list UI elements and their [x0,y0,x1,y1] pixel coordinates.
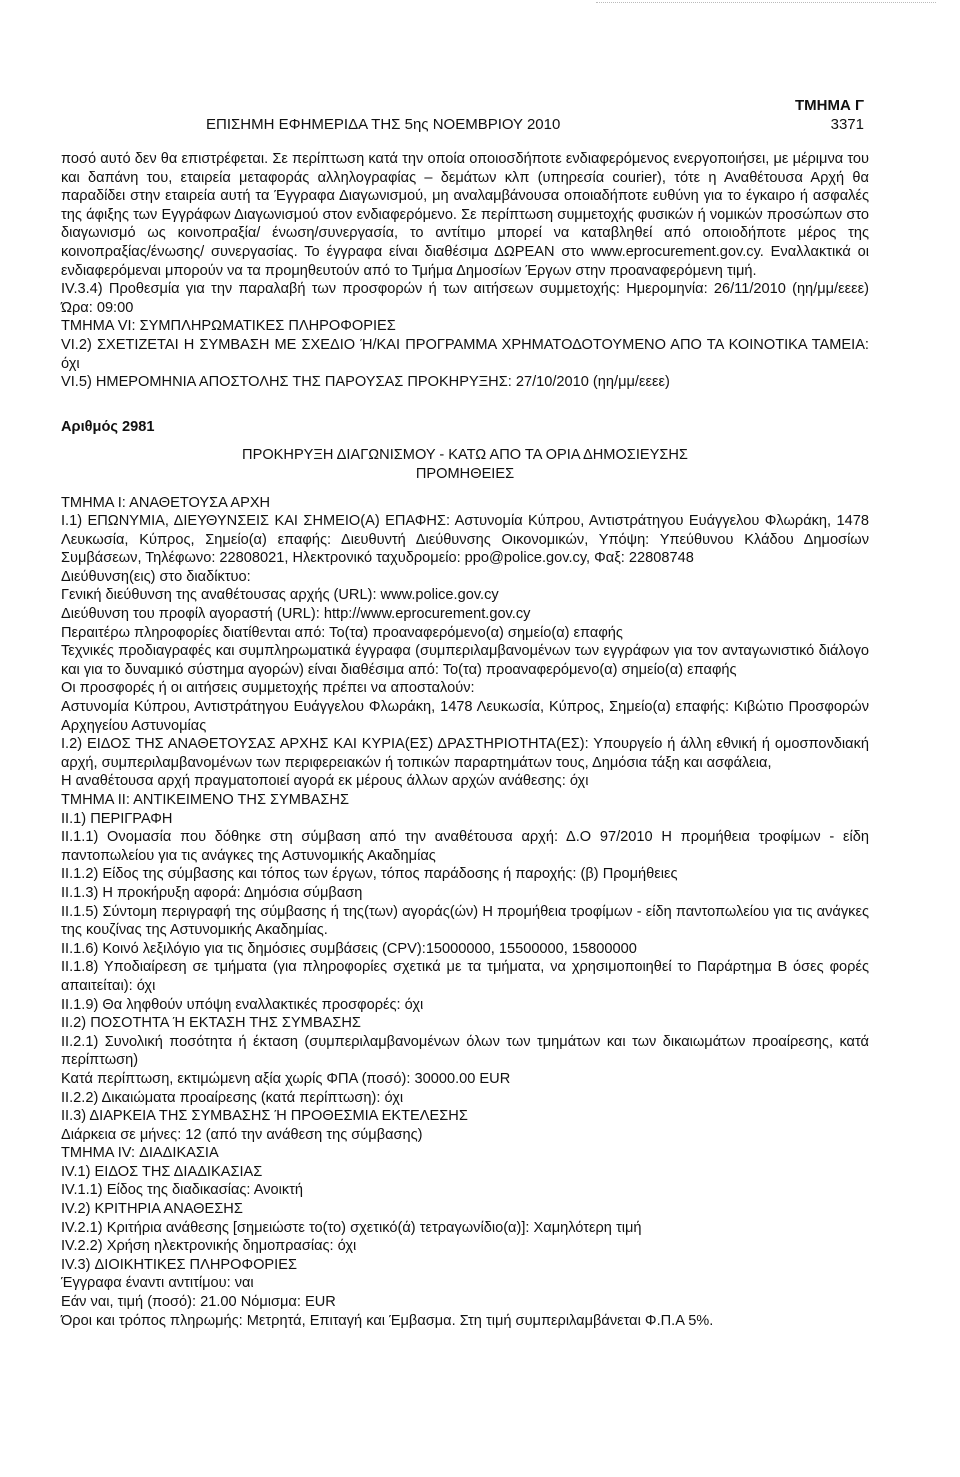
notice-line: Διεύθυνση(εις) στο διαδίκτυο: [61,568,251,585]
notice-line: ΤΜΗΜΑ Ι: ΑΝΑΘΕΤΟΥΣΑ ΑΡΧΗ [61,494,271,511]
notice-line: ΙΙ.2.1) Συνολική ποσότητα ή έκταση (συμπεριλαμβανομένων όλων των τμημάτων και των δικαιωμάτων προαίρεσης, κατά περίπτωση) [61,1033,869,1069]
notice-content [61,494,869,1331]
notice-line: IV.1.1) Είδος της διαδικασίας: Ανοικτή [61,1182,304,1199]
notice-line: ΙΙ.1.6) Κοινό λεξιλόγιο για τις δημόσιες συμβάσεις (CPV):15000000, 15500000, 15800000 [61,940,637,957]
document-body [61,150,869,1330]
notice-title [61,446,869,483]
notice-line: ΙΙ.1.1) Ονομασία που δόθηκε στη σύμβαση από την αναθέτουσα αρχή: Δ.Ο 97/2010 Η προμήθεια τροφίμων - είδη παντοπωλείου για τις ανάγκες της Αστυνομικής Ακαδημίας [61,829,869,864]
notice-line: ΙΙ.2) ΠΟΣΟΤΗΤΑ Ή ΕΚΤΑΣΗ ΤΗΣ ΣΥΜΒΑΣΗΣ [61,1015,361,1032]
notice-line: ΙΙ.1.3) Η προκήρυξη αφορά: Δημόσια σύμβαση [61,884,363,901]
notice-line: Έγγραφα έναντι αντιτίμου: ναι [61,1275,254,1292]
notice-line: ΤΜΗΜΑ IV: ΔΙΑΔΙΚΑΣΙΑ [61,1145,219,1162]
notice-title-line-1: ΠΡΟΚΗΡΥΞΗ ΔΙΑΓΩΝΙΣΜΟΥ - ΚΑΤΩ ΑΠΟ ΤΑ ΟΡΙΑ ΔΗΜΟΣΙΕΥΣΗΣ [242,447,688,464]
notice-line: IV.3) ΔΙΟΙΚΗΤΙΚΕΣ ΠΛΗΡΟΦΟΡΙΕΣ [61,1256,297,1273]
notice-line: Όροι και τρόπος πληρωμής: Μετρητά, Επιταγή και Έμβασμα. Στη τιμή συμπεριλαμβάνεται Φ.Π.Α 5%. [61,1312,714,1329]
notice-line: Διεύθυνση του προφίλ αγοραστή (URL): http://www.eprocurement.gov.cy [61,606,531,623]
notice-line: Ι.1) ΕΠΩΝΥΜΙΑ, ΔΙΕΥΘΥΝΣΕΙΣ ΚΑΙ ΣΗΜΕΙΟ(Α) ΕΠΑΦΗΣ: Αστυνομία Κύπρου, Αντιστράτηγου Ευάγγελου Φλωράκη, 1478 Λευκωσία, Κύπρος, Σημείο(α) επαφής: Διευθυντή Διεύθυνσης Οικονομικών, Υπόψη: Υπεύθυνου Κλάδου Δημοσίων Συμβάσεων, Τηλέφωνο: 22808021, Ηλεκτρονικό ταχυδρομείο: ppo@police.gov.cy, Φαξ: 22808748 [61,513,869,567]
notice-line: IV.2.1) Κριτήρια ανάθεσης [σημειώστε το(το) σχετικό(ά) τετραγωνίδιο(α)]: Χαμηλότερη τιμή [61,1219,642,1236]
notice-line: ΙΙ.1.2) Είδος της σύμβασης και τόπος των έργων, τόπος παράδοσης ή παροχής: (β) Προμήθειες [61,866,678,883]
prev-notice-deadline: IV.3.4) Προθεσμία για την παραλαβή των προσφορών ή των αιτήσεων συμμετοχής: Ημερομηνία: 26/11/2010 (ηη/μμ/εεεε) Ώρα: 09:00 [61,281,869,316]
notice-line: ΙΙ.2.2) Δικαιώματα προαίρεσης (κατά περίπτωση): όχι [61,1089,404,1106]
prev-notice-vi2: VI.2) ΣΧΕΤΙΖΕΤΑΙ Η ΣΥΜΒΑΣΗ ΜΕ ΣΧΕΔΙΟ Ή/ΚΑΙ ΠΡΟΓΡΑΜΜΑ ΧΡΗΜΑΤΟΔΟΤΟΥΜΕΝΟ ΑΠΟ ΤΑ ΚΟΙΝΟΤΙΚΑ ΤΑΜΕΙΑ: όχι [61,336,869,372]
notice-line: ΙΙ.1.5) Σύντομη περιγραφή της σύμβασης ή της(των) αγοράς(ών) Η προμήθεια τροφίμων - είδη παντοπωλείου για τις ανάγκες της κουζίνας της Αστυνομικής Ακαδημίας. [61,903,869,939]
notice-number: Αριθμός 2981 [61,418,155,435]
notice-line: ΤΜΗΜΑ ΙΙ: ΑΝΤΙΚΕΙΜΕΝΟ ΤΗΣ ΣΥΜΒΑΣΗΣ [61,792,349,808]
notice-line: Διάρκεια σε μήνες: 12 (από την ανάθεση της σύμβασης) [61,1126,423,1143]
section-label: ΤΜΗΜΑ Γ [794,97,864,114]
notice-line: Τεχνικές προδιαγραφές και συμπληρωματικά έγγραφα (συμπεριλαμβανομένων των εγγράφων για τον ανταγωνιστικό διάλογο και για το δυναμικό σύστημα αγορών) είναι διαθέσιμα από: Το(τα) προαναφερόμενο(α) σημείο(α) επαφής [61,643,869,678]
page-number: 3371 [830,116,864,133]
notice-line: IV.1) ΕΙΔΟΣ ΤΗΣ ΔΙΑΔΙΚΑΣΙΑΣ [61,1163,263,1180]
notice-line: ΙΙ.1.8) Υποδιαίρεση σε τμήματα (για πληροφορίες σχετικά με τα τμήματα, να χρησιμοποιηθεί το Παράρτημα Β όσες φορές απαιτείται): όχι [61,959,869,994]
notice-line: ΙΙ.1.9) Θα ληφθούν υπόψη εναλλακτικές προσφορές: όχι [61,996,424,1013]
gazette-title: ΕΠΙΣΗΜΗ ΕΦΗΜΕΡΙΔΑ ΤΗΣ 5ης ΝΟΕΜΒΡΙΟΥ 2010 [206,116,561,133]
prev-notice-vi5: VI.5) ΗΜΕΡΟΜΗΝΙΑ ΑΠΟΣΤΟΛΗΣ ΤΗΣ ΠΑΡΟΥΣΑΣ ΠΡΟΚΗΡΥΞΗΣ: 27/10/2010 (ηη/μμ/εεεε) [61,374,670,391]
notice-line: Ι.2) ΕΙΔΟΣ ΤΗΣ ΑΝΑΘΕΤΟΥΣΑΣ ΑΡΧΗΣ ΚΑΙ ΚΥΡΙΑ(ΕΣ) ΔΡΑΣΤΗΡΙΟΤΗΤΑ(ΕΣ): Υπουργείο ή άλλη εθνική ή ομοσπονδιακή αρχή, συμπεριλαμβανομένων των περιφερειακών ή τοπικών παραρτημάτων τους, Δημόσια τάξη και ασφάλεια, [61,736,869,771]
notice-line: Εάν ναι, τιμή (ποσό): 21.00 Νόμισμα: EUR [61,1294,336,1311]
notice-line: IV.2) ΚΡΙΤΗΡΙΑ ΑΝΑΘΕΣΗΣ [61,1201,243,1218]
notice-line: Η αναθέτουσα αρχή πραγματοποιεί αγορά εκ μέρους άλλων αρχών ανάθεσης: όχι [61,773,589,790]
notice-title-line-2: ΠΡΟΜΗΘΕΙΕΣ [415,465,515,482]
scan-artifact-strip [596,2,936,6]
notice-line: Οι προσφορές ή οι αιτήσεις συμμετοχής πρέπει να αποσταλούν: [61,680,475,697]
notice-line: Αστυνομία Κύπρου, Αντιστράτηγου Ευάγγελου Φλωράκη, 1478 Λευκωσία, Κύπρος, Σημείο(α) επαφής: Κιβώτιο Προσφορών Αρχηγείου Αστυνομίας [61,699,869,734]
page-header [206,116,864,133]
notice-line: Γενική διεύθυνση της αναθέτουσας αρχής (URL): www.police.gov.cy [61,587,499,604]
prev-notice-paragraph-1: ποσό αυτό δεν θα επιστρέφεται. Σε περίπτωση κατά την οποία οποιοσδήποτε ενδιαφερόμενος ενεργοποιήσει, με μέριμνα του και δαπάνη του, εταιρεία μεταφοράς αλληλογραφίας – δεμάτων κλπ (υπηρεσία courier), τότε η Αναθέτουσα Αρχή θα παραδίδει στην εταιρεία αυτή τα Έγγραφα Διαγωνισμού, μη αναλαμβάνουσα οποιαδήποτε ευθύνη για το έγκαιρο ή ασφαλές της άφιξης των Εγγράφων Διαγωνισμού στον ενδιαφερόμενο. Σε περίπτωση συμμετοχής φυσικών ή νομικών προσώπων στο διαγωνισμό ως κοινοπραξία/ ένωση/συνεργασία, το αντίτιμο μπορεί να καταβληθεί από οποιοδήποτε μέρος της κοινοπραξίας/ένωσης/ συνεργασίας. Το έγγραφα είναι διαθέσιμα ΔΩΡΕΑΝ στο www.eprocurement.gov.cy. Εναλλακτικά οι ενδιαφερόμεναι μπορούν να τα προμηθευτούν από το Τμήμα Δημοσίων Έργων στην προαναφερόμενη τιμή. [61,151,869,279]
notice-line: ΙΙ.1) ΠΕΡΙΓΡΑΦΗ [61,810,173,827]
notice-line: Περαιτέρω πληροφορίες διατίθενται από: Το(τα) προαναφερόμενο(α) σημείο(α) επαφής [61,624,623,641]
notice-line: Κατά περίπτωση, εκτιμώμενη αξία χωρίς ΦΠΑ (ποσό): 30000.00 EUR [61,1070,511,1087]
notice-line: IV.2.2) Χρήση ηλεκτρονικής δημοπρασίας: όχι [61,1238,357,1255]
notice-line: ΙΙ.3) ΔΙΑΡΚΕΙΑ ΤΗΣ ΣΥΜΒΑΣΗΣ Ή ΠΡΟΘΕΣΜΙΑ ΕΚΤΕΛΕΣΗΣ [61,1108,468,1125]
prev-notice-section-vi: ΤΜΗΜΑ VI: ΣΥΜΠΛΗΡΩΜΑΤΙΚΕΣ ΠΛΗΡΟΦΟΡΙΕΣ [61,318,396,335]
